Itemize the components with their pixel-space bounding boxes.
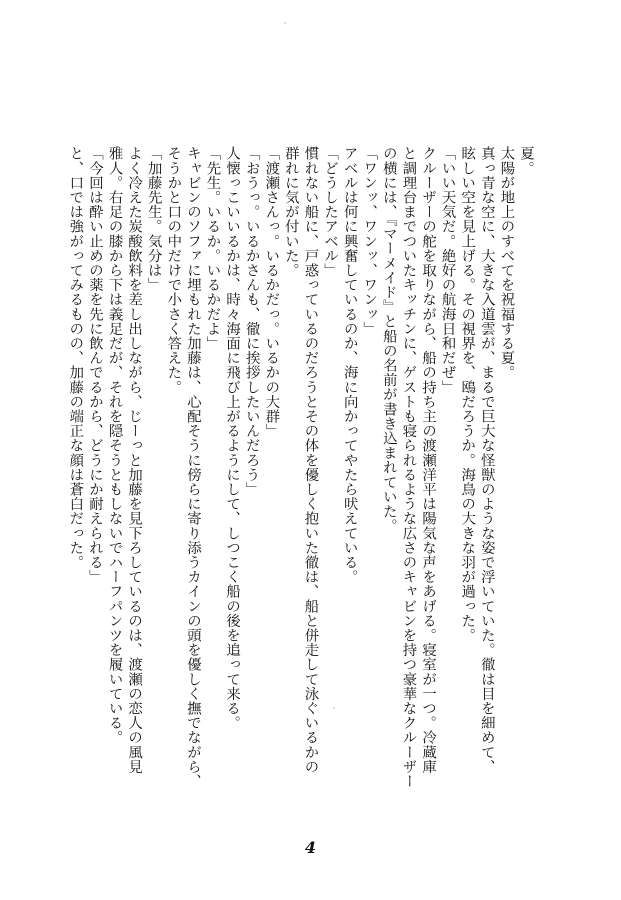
text-line: 「加藤先生。気分は」 <box>145 146 162 292</box>
text-line: 「いい天気だ。絶好の航海日和だぜ」 <box>439 146 456 395</box>
text-line: よく冷えた炭酸飲料を差し出しながら、じーっと加藤を見下ろしているのは、渡瀬の恋人の風見 <box>126 146 143 774</box>
vertical-body-text <box>65 146 535 789</box>
text-line: 真っ青な空に、大きな入道雲が、まるで巨大な怪獣のような姿で浮いていた。徹は目を細めて、 <box>478 146 495 774</box>
text-line: 「おうっ。いるかさんも、徹に挨拶したいんだろう」 <box>243 146 260 497</box>
text-line: そうかと口の中だけで小さく答えた。 <box>165 146 182 395</box>
text-line: 夏。 <box>518 146 534 176</box>
text-line: 群れに気が付いた。 <box>282 146 299 278</box>
page-number: 4 <box>304 838 317 857</box>
text-line: 慣れない船に、戸惑っているのだろうとその体を優しく抱いた徹は、船と併走して泳ぐいるかの <box>302 146 319 774</box>
text-line: 「先生。いるか。いるかだよ」 <box>204 146 221 351</box>
paper-speck <box>284 22 286 24</box>
text-line: 「どうしたアベル」 <box>322 146 339 278</box>
text-line: キャビンのソファに埋もれた加藤は、心配そうに傍らに寄り添うカインの頭を優しく撫でながら、 <box>184 146 201 789</box>
text-line: と、口では強がってみるものの、加藤の端正な顔は蒼白だった。 <box>67 146 84 570</box>
text-line: 「渡瀬さんっ。いるかだっ。いるかの大群」 <box>263 146 280 438</box>
text-line: 雅人。右足の膝から下は義足だが、それを隠そうともしないでハーフパンツを履いている。 <box>106 146 123 745</box>
text-line: 「ワンッ、ワンッ、ワンッ」 <box>361 146 378 336</box>
text-line: 太陽が地上のすべてを祝福する夏。 <box>498 146 515 380</box>
text-line: と調理台までついたキッチンに、ゲストも寝られるような広さのキャビンを持つ豪華なクルーザー <box>400 146 417 789</box>
text-line: クルーザーの舵を取りながら、船の持ち主の渡瀬洋平は陽気な声をあげる。寝室が一つ。冷蔵庫 <box>420 146 437 774</box>
paper-speck <box>333 707 335 709</box>
text-line: 人懐っこいいるかは、時々海面に飛び上がるようにして、しつこく船の後を追って来る。 <box>224 146 241 730</box>
text-line: アベルは何に興奮しているのか、海に向かってやたら吠えている。 <box>341 146 358 584</box>
text-line: 「今回は酔い止めの薬を先に飲んでるから、どうにか耐えられる」 <box>86 146 103 584</box>
text-line: の横には、『マーメイド』と船の名前が書き込まれていた。 <box>380 146 397 533</box>
text-line: 眩しい空を見上げる。その視界を、鴎だろうか。海鳥の大きな羽が過った。 <box>459 146 476 643</box>
